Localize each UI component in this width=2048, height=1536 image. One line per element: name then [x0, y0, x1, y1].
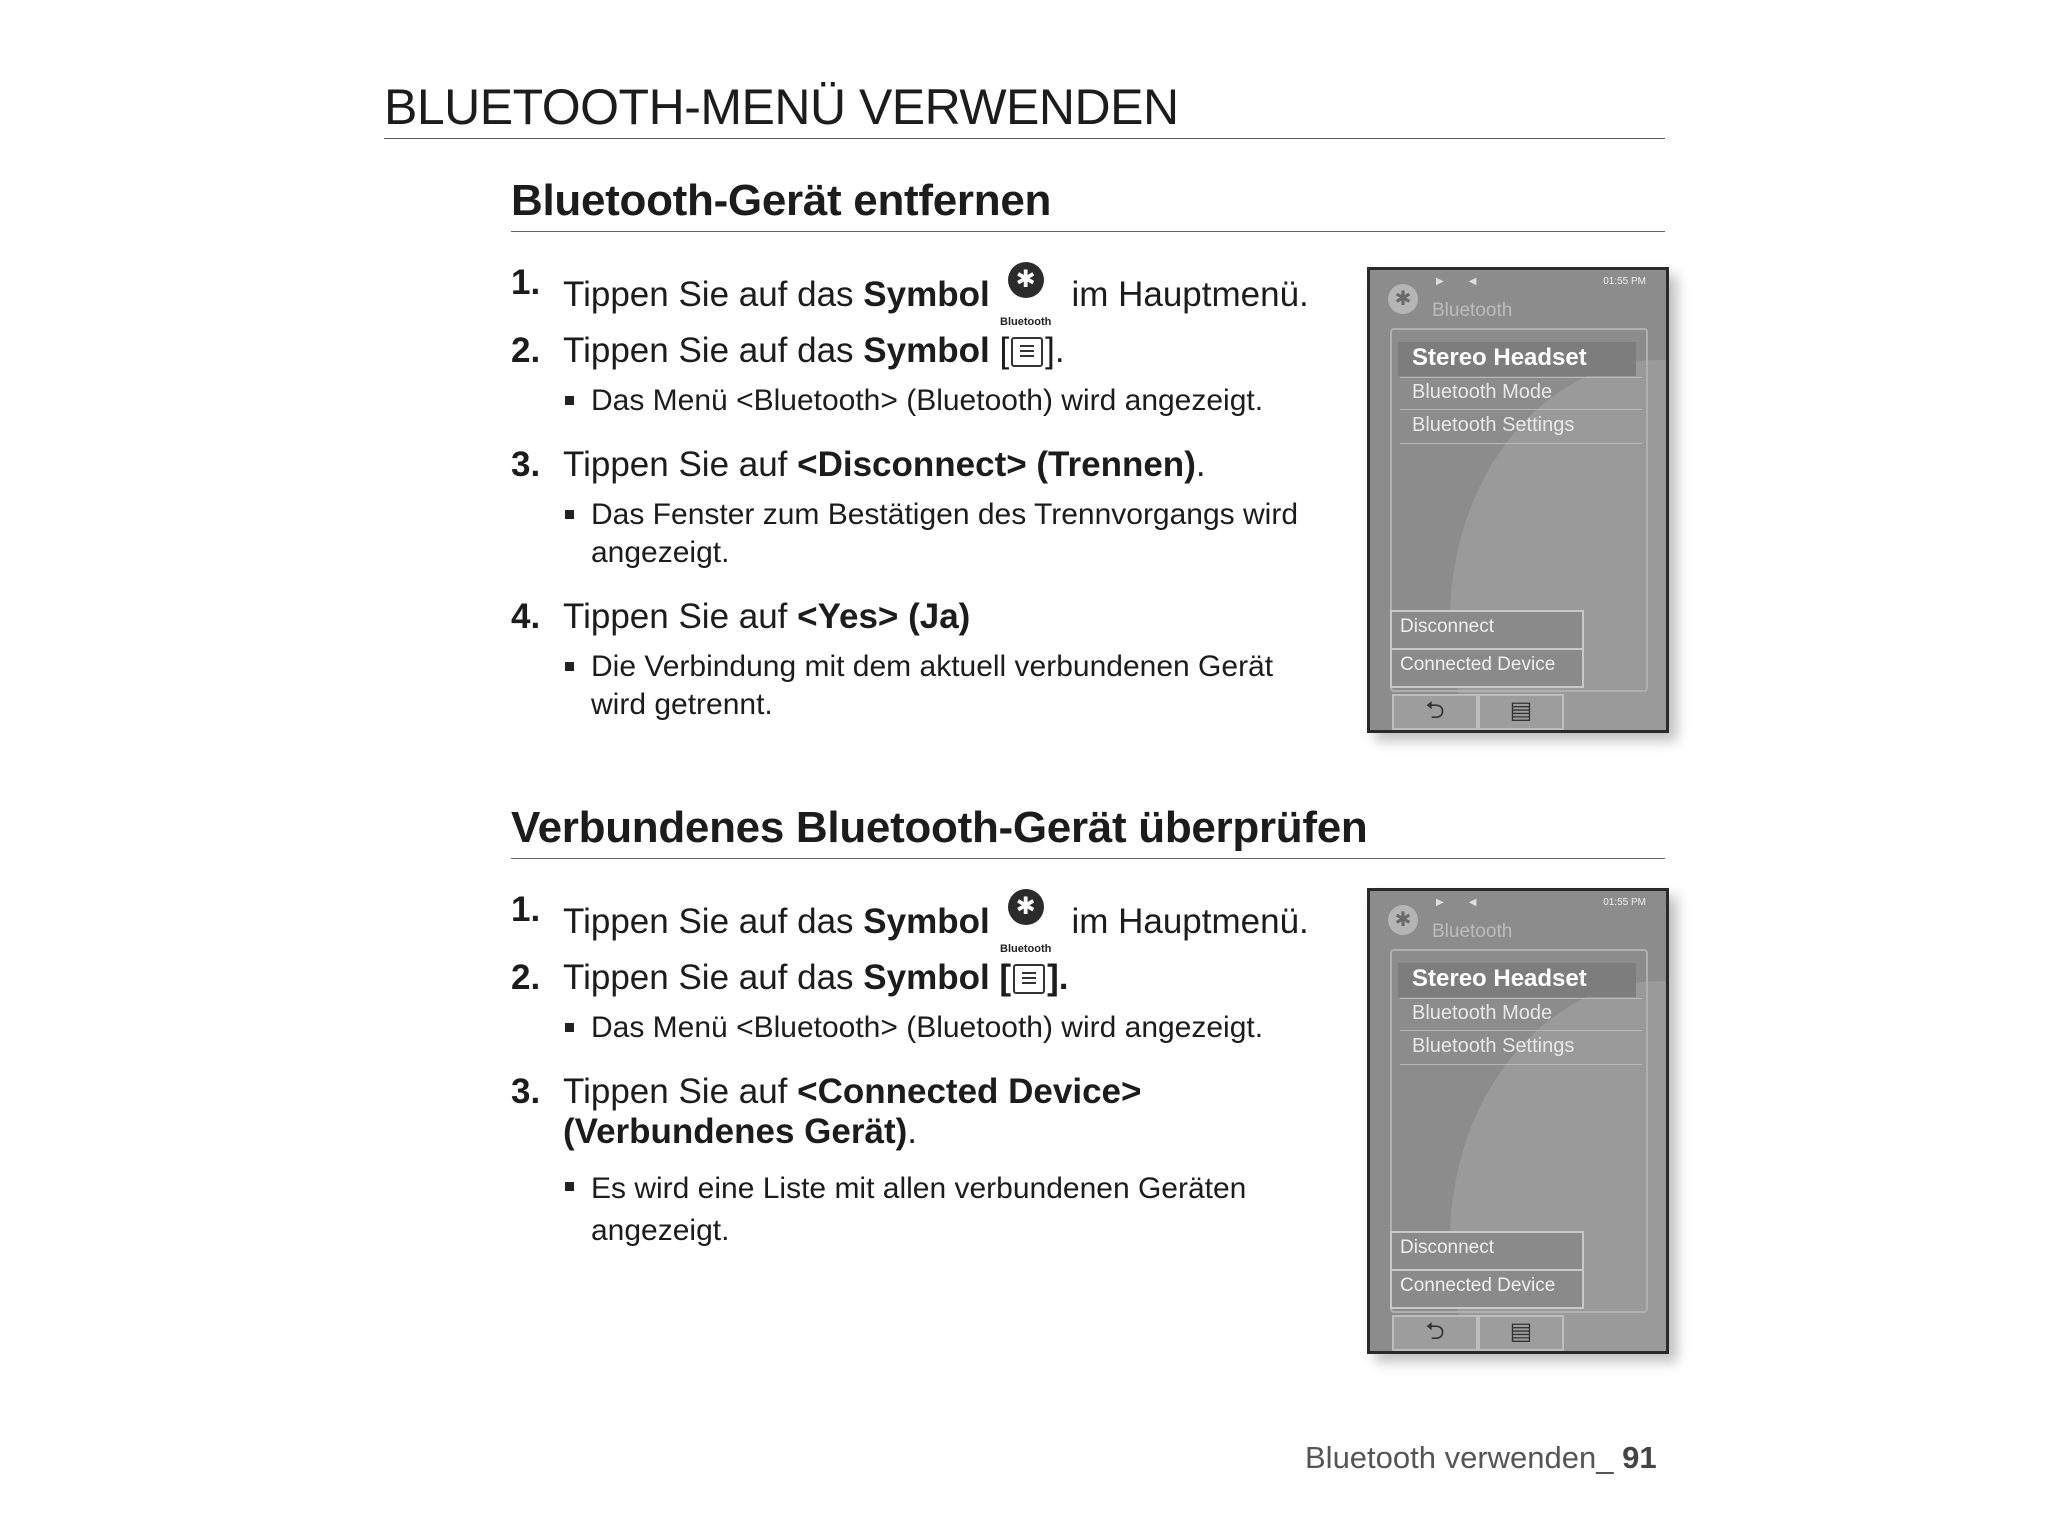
- menu-icon: [1011, 337, 1043, 367]
- menu-item-stereo-headset[interactable]: Stereo Headset: [1412, 965, 1587, 992]
- step-text-pre: Tippen Sie auf das: [563, 331, 864, 370]
- option-connected-device[interactable]: Connected Device: [1400, 1275, 1556, 1296]
- menu-item-bluetooth-mode[interactable]: Bluetooth Mode: [1412, 1002, 1553, 1024]
- step-text: [563, 596, 970, 638]
- step-number: 4.: [511, 597, 541, 636]
- step-text-bold: Symbol: [863, 902, 990, 941]
- step-text-pre: Tippen Sie auf: [563, 597, 798, 636]
- section-title-remove-device: Bluetooth-Gerät entfernen: [511, 176, 1052, 225]
- section-divider: [511, 858, 1665, 859]
- bullet-marker: [565, 662, 574, 671]
- bluetooth-icon: ✱: [1388, 284, 1418, 314]
- step-text-bold: Symbol: [863, 275, 990, 314]
- bullet-text: Das Menü <Bluetooth> (Bluetooth) wird angezeigt.: [591, 1011, 1264, 1044]
- step-text-bracket-close: ].: [1045, 331, 1065, 370]
- step-text: [563, 262, 1309, 328]
- step-text-pre: Tippen Sie auf: [563, 1072, 798, 1111]
- option-disconnect[interactable]: Disconnect: [1400, 1237, 1494, 1258]
- step-text-line2: [563, 1111, 917, 1153]
- menu-item-bluetooth-settings[interactable]: Bluetooth Settings: [1412, 414, 1575, 436]
- menu-item-stereo-headset[interactable]: Stereo Headset: [1412, 344, 1587, 371]
- back-button[interactable]: ⮌: [1392, 1315, 1478, 1351]
- step-text-pre: Tippen Sie auf: [563, 445, 798, 484]
- back-button[interactable]: ⮌: [1392, 694, 1478, 730]
- play-indicator: ▶ ◀: [1436, 897, 1477, 908]
- device-screenshot: [1367, 267, 1669, 733]
- bluetooth-symbol: ✱: [1008, 889, 1044, 925]
- menu-button[interactable]: ▤: [1478, 694, 1564, 730]
- bullet-marker: [565, 510, 574, 519]
- bullet-marker: [565, 1023, 574, 1032]
- option-popup: [1390, 610, 1584, 688]
- step-text: [563, 444, 1206, 486]
- option-popup: [1390, 1231, 1584, 1309]
- step-text-bracket-close: ].: [1047, 958, 1069, 997]
- bluetooth-icon: ✱: [1388, 905, 1418, 935]
- step-text: [563, 957, 1068, 999]
- bullet-text: Das Fenster zum Bestätigen des Trennvorgangs wird angezeigt.: [591, 498, 1299, 569]
- bluetooth-symbol: ✱: [1008, 262, 1044, 298]
- device-header: Bluetooth: [1432, 300, 1513, 321]
- step-number: 1.: [511, 263, 541, 302]
- step-text-bracket: [: [989, 331, 1010, 370]
- device-screenshot: [1367, 888, 1669, 1354]
- bullet-marker: [565, 1182, 574, 1191]
- option-disconnect[interactable]: Disconnect: [1400, 616, 1494, 637]
- step-number: 2.: [511, 331, 541, 370]
- step-text-bold: <Connected Device>: [797, 1072, 1142, 1111]
- bullet-marker: [565, 396, 574, 405]
- bluetooth-icon: [1000, 262, 1052, 328]
- bluetooth-icon-caption: Bluetooth: [1000, 316, 1052, 328]
- page-number: 91: [1622, 1440, 1657, 1475]
- step-text-pre: Tippen Sie auf das: [563, 958, 864, 997]
- page-footer: [1305, 1440, 1657, 1476]
- bluetooth-icon-caption: Bluetooth: [1000, 943, 1052, 955]
- bullet-text: Das Menü <Bluetooth> (Bluetooth) wird angezeigt.: [591, 384, 1264, 417]
- menu-item-bluetooth-mode[interactable]: Bluetooth Mode: [1412, 381, 1553, 403]
- status-time: 01:55 PM: [1603, 897, 1646, 908]
- option-connected-device[interactable]: Connected Device: [1400, 654, 1556, 675]
- step-text-post: im Hauptmenü.: [1061, 275, 1309, 314]
- page-title: BLUETOOTH-MENÜ VERWENDEN: [384, 79, 1179, 135]
- step-number: 2.: [511, 958, 541, 997]
- status-time: 01:55 PM: [1603, 276, 1646, 287]
- step-text: [563, 889, 1309, 955]
- step-text-bold: (Verbundenes Gerät): [563, 1112, 908, 1151]
- step-text-post: im Hauptmenü.: [1061, 902, 1309, 941]
- step-number: 3.: [511, 1072, 541, 1111]
- menu-icon: [1013, 964, 1045, 994]
- device-header: Bluetooth: [1432, 921, 1513, 942]
- step-text-pre: Tippen Sie auf das: [563, 902, 864, 941]
- footer-text: Bluetooth verwenden_: [1305, 1440, 1623, 1475]
- step-number: 1.: [511, 890, 541, 929]
- menu-item-bluetooth-settings[interactable]: Bluetooth Settings: [1412, 1035, 1575, 1057]
- menu-button[interactable]: ▤: [1478, 1315, 1564, 1351]
- step-number: 3.: [511, 445, 541, 484]
- step-text-bold: Symbol [: [863, 958, 1012, 997]
- title-divider: [384, 138, 1665, 139]
- section-divider: [511, 231, 1665, 232]
- bullet-text: Es wird eine Liste mit allen verbundenen Geräten angezeigt.: [591, 1172, 1247, 1247]
- step-text: [563, 1071, 1141, 1113]
- bluetooth-icon: [1000, 889, 1052, 955]
- step-text-pre: Tippen Sie auf das: [563, 275, 864, 314]
- step-text-bold: Symbol: [863, 331, 990, 370]
- section-title-check-device: Verbundenes Bluetooth-Gerät überprüfen: [511, 803, 1368, 852]
- step-text-post: .: [1195, 445, 1206, 484]
- step-text-bold: <Disconnect> (Trennen): [797, 445, 1196, 484]
- play-indicator: ▶ ◀: [1436, 276, 1477, 287]
- step-text: [563, 330, 1065, 372]
- step-text-bold: <Yes> (Ja): [797, 597, 971, 636]
- step-text-post: .: [907, 1112, 917, 1151]
- bullet-text: Die Verbindung mit dem aktuell verbundenen Gerät wird getrennt.: [591, 650, 1274, 721]
